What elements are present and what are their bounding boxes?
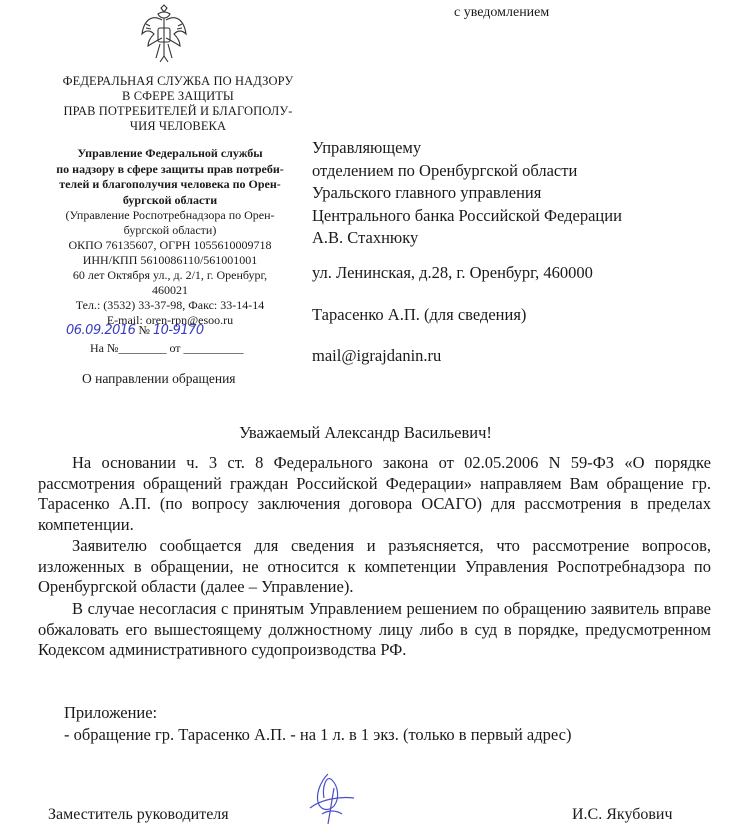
copy-recipient: Тарасенко А.П. (для сведения) [312,305,527,324]
department-details [48,208,292,328]
department-phone: Тел.: (3532) 33-37-98, Факс: 33-14-14 [75,298,265,312]
agency-line: ЧИЯ ЧЕЛОВЕКА [129,119,227,133]
agency-line: В СФЕРЕ ЗАЩИТЫ [122,89,234,103]
department-name [48,146,292,208]
department-codes: ОКПО 76135607, ОГРН 1055610009718 [68,238,272,252]
department-inn: ИНН/КПП 5610086110/561001001 [82,253,258,267]
registration-date: 06.09.2016 [66,323,136,338]
signatory-position: Заместитель руководителя [48,806,229,823]
russian-eagle-emblem-icon [140,4,188,64]
body-paragraph: Заявителю сообщается для сведения и разъясняется, что рассмотрение вопросов, изложенных в обращении, не относится к компетенции Управления Роспотребнадзора по Оренбургской области (далее – Управление). [38,536,711,596]
agency-line: ПРАВ ПОТРЕБИТЕЛЕЙ И БЛАГОПОЛУ- [63,104,293,118]
addressee [312,137,722,250]
department-line: Управление Федеральной службы [77,146,263,160]
addressee-line: А.В. Стахнюку [312,228,419,247]
agency-name [48,74,308,134]
delivery-note: с уведомлением [454,5,550,20]
attachment-label: Приложение: [64,703,158,722]
attachment-item: - обращение гр. Тарасенко А.П. - на 1 л. в 1 экз. (только в первый адрес) [64,725,572,744]
addressee-address: ул. Ленинская, д.28, г. Оренбург, 460000 [312,263,593,282]
body-paragraph: В случае несогласия с принятым Управлением решением по обращению заявитель вправе обжаловать его вышестоящему должностному лицу либо в суд в порядке, предусмотренном Кодексом административного судопроизводства РФ. [38,599,711,659]
addressee-line: Уральского главного управления [312,183,542,202]
department-line: бургской области [122,192,218,207]
agency-line: ФЕДЕРАЛЬНАЯ СЛУЖБА ПО НАДЗОРУ [62,74,294,88]
department-line: телей и благополучия человека по Орен- [59,177,281,191]
department-address: 60 лет Октября ул., д. 2/1, г. Оренбург, [72,268,268,282]
registration-number-sign: № [138,323,150,337]
department-email: E-mail: oren-rpn@esoo.ru [106,313,234,327]
reply-reference: На №________ от __________ [90,341,244,355]
signatory-name: И.С. Якубович [572,806,673,823]
registration-number: 10-9170 [152,323,204,338]
greeting: Уважаемый Александр Васильевич! [239,423,492,442]
department-line: по надзору в сфере защиты прав потреби- [56,161,284,176]
registration-line [66,323,310,338]
letter-subject: О направлении обращения [82,371,236,386]
department-short-name: (Управление Роспотребнадзора по Орен- [65,208,275,222]
copy-recipient-email: mail@igrajdanin.ru [312,346,442,365]
addressee-line: Центрального банка Российской Федерации [312,205,622,225]
department-short-name: бургской области) [123,223,217,237]
addressee-line: Управляющему [312,138,422,157]
handwritten-signature [298,768,368,828]
body-paragraph: На основании ч. 3 ст. 8 Федерального закона от 02.05.2006 N 59-ФЗ «О порядке рассмотрения обращений граждан Российской Федерации» направляем Вам обращение гр. Тарасенко А.П. (по вопросу заключения договора ОСАГО) для рассмотрения в пределах компетенции. [38,453,711,534]
addressee-line: отделением по Оренбургской области [312,160,578,180]
department-address: 460021 [152,283,188,297]
